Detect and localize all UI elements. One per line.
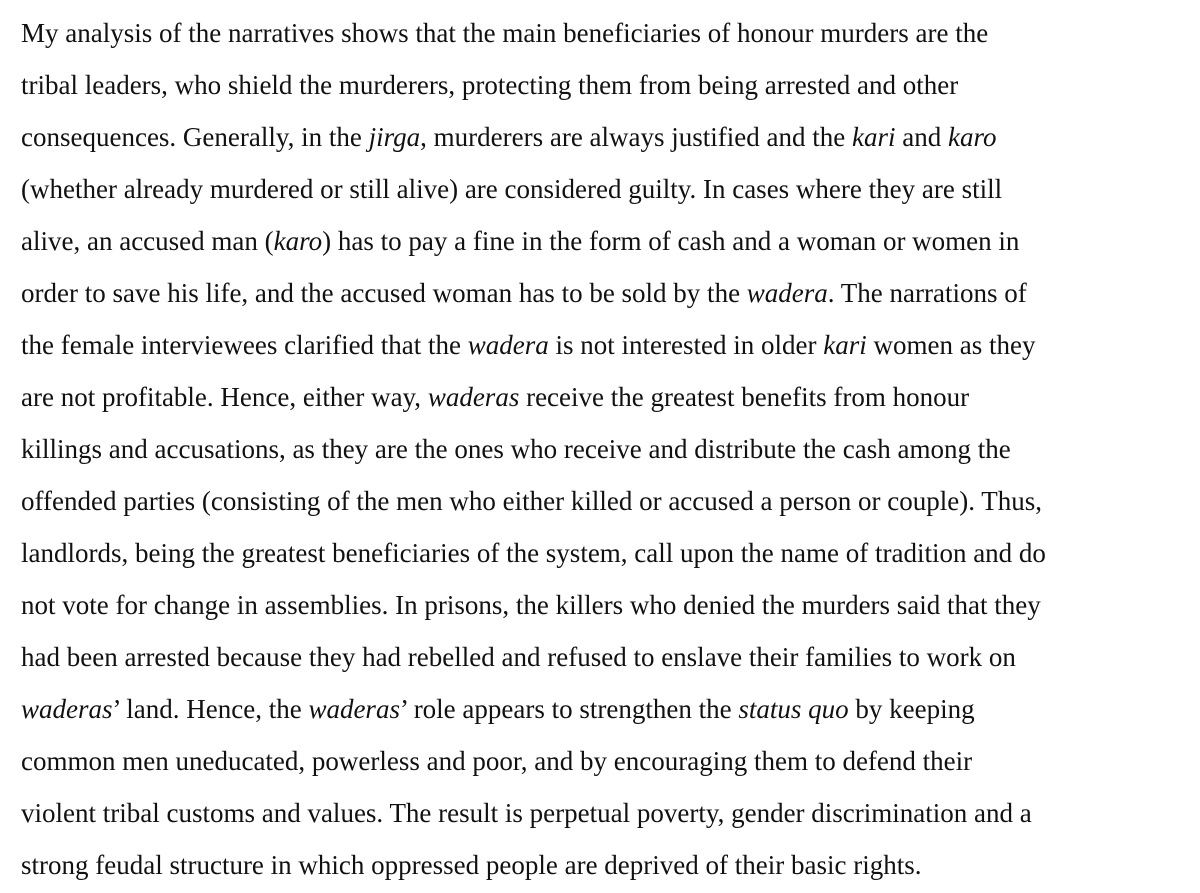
text-line	[21, 536, 1046, 570]
text-line	[21, 380, 969, 414]
text-line	[21, 640, 1016, 674]
italic-term: kari	[851, 122, 896, 152]
text-run: common men uneducated, powerless and poor, and by encouraging them to defend their	[21, 746, 973, 776]
italic-term: karo	[273, 226, 323, 256]
text-run: women as they	[866, 330, 1036, 360]
text-run: the female interviewees clarified that the	[21, 330, 468, 360]
text-line	[21, 588, 1041, 622]
text-line	[21, 328, 1035, 362]
text-run: order to save his life, and the accused woman has to be sold by the	[21, 278, 747, 308]
text-run: by keeping	[848, 694, 975, 724]
text-run: receive the greatest benefits from honour	[519, 382, 970, 412]
italic-term: waderas	[427, 382, 520, 412]
text-run: is not interested in older	[548, 330, 824, 360]
italic-term: waderas	[308, 694, 400, 724]
italic-term: wadera	[746, 278, 828, 308]
text-run: tribal leaders, who shield the murderers, protecting them from being arrested and other	[21, 70, 959, 100]
text-line	[21, 848, 921, 882]
text-line	[21, 484, 1042, 518]
text-run: My analysis of the narratives shows that the main beneficiaries of honour murders are the	[21, 18, 989, 48]
text-line	[21, 432, 1011, 466]
text-run: (whether already murdered or still alive) are considered guilty. In cases where they are still	[21, 174, 1003, 204]
text-line	[21, 796, 1032, 830]
italic-term: jirga	[368, 122, 421, 152]
text-run: had been arrested because they had rebelled and refused to enslave their families to work on	[21, 642, 1016, 672]
italic-term: wadera	[467, 330, 549, 360]
text-line	[21, 276, 1027, 310]
text-line	[21, 68, 958, 102]
text-run: killings and accusations, as they are the ones who receive and distribute the cash among the	[21, 434, 1011, 464]
text-run: not vote for change in assemblies. In prisons, the killers who denied the murders said that they	[21, 590, 1041, 620]
text-line	[21, 744, 972, 778]
text-run: violent tribal customs and values. The result is perpetual poverty, gender discrimination and a	[21, 798, 1032, 828]
italic-term: karo	[947, 122, 997, 152]
text-line	[21, 692, 975, 726]
italic-term: status quo	[738, 694, 849, 724]
text-line	[21, 224, 1019, 258]
text-run: offended parties (consisting of the men who either killed or accused a person or couple). Thus,	[21, 486, 1042, 516]
text-run: are not profitable. Hence, either way,	[21, 382, 428, 412]
text-run: ’ role appears to strengthen the	[399, 694, 739, 724]
text-run: landlords, being the greatest beneficiaries of the system, call upon the name of tradition and do	[21, 538, 1046, 568]
text-line	[21, 120, 996, 154]
text-line	[21, 16, 988, 50]
text-line	[21, 172, 1002, 206]
text-run: and	[895, 122, 948, 152]
text-run: ’ land. Hence, the	[112, 694, 309, 724]
text-run: alive, an accused man (	[21, 226, 274, 256]
text-run: ) has to pay a fine in the form of cash and a woman or women in	[322, 226, 1020, 256]
italic-term: kari	[823, 330, 867, 360]
text-run: consequences. Generally, in the	[21, 122, 369, 152]
text-run: , murderers are always justified and the	[420, 122, 852, 152]
text-run: strong feudal structure in which oppressed people are deprived of their basic rights.	[21, 850, 922, 880]
italic-term: waderas	[21, 694, 113, 724]
text-run: . The narrations of	[827, 278, 1027, 308]
